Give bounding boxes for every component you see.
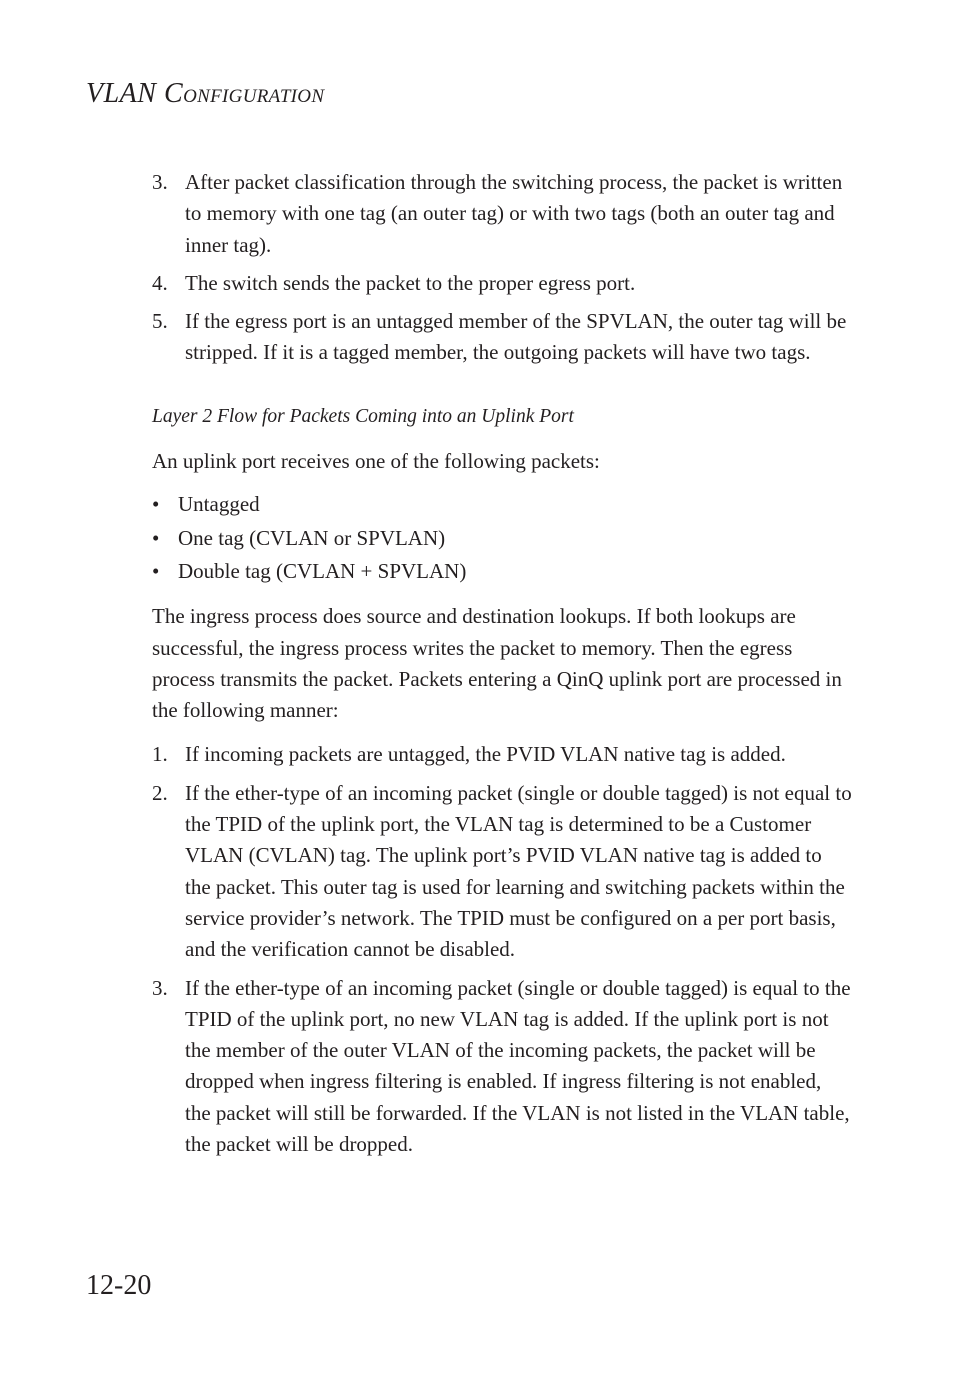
uplink-step-list: [152, 739, 852, 1160]
step-number: 3.: [152, 170, 168, 194]
running-head-small-caps: ONFIGURATION: [183, 86, 325, 107]
list-item: [152, 489, 852, 520]
list-item: [152, 306, 852, 369]
bullet-mark: •: [152, 525, 160, 550]
step-text: The switch sends the packet to the proper egress port.: [185, 270, 636, 295]
intro-paragraph: An uplink port receives one of the following packets:: [152, 449, 600, 474]
list-item: [152, 778, 852, 966]
packet-type-list: [152, 489, 852, 587]
running-head: [86, 80, 324, 108]
bullet-mark: •: [152, 558, 160, 583]
step-number: 1.: [152, 742, 168, 767]
list-item: [152, 268, 852, 299]
step-number: 2.: [152, 780, 168, 805]
step-number: 4.: [152, 270, 168, 295]
step-text: If incoming packets are untagged, the PVID VLAN native tag is added.: [185, 742, 786, 767]
step-text: After packet classification through the switching process, the packet is written to memory with one tag (an outer tag) or with two tags (both an outer tag and inner tag).: [185, 170, 843, 257]
list-item: [152, 523, 852, 554]
running-head-cap: VLAN C: [86, 78, 184, 109]
continued-step-list: [152, 167, 852, 369]
step-number: 5.: [152, 309, 168, 334]
list-item: [152, 167, 852, 261]
bullet-text: Untagged: [178, 492, 260, 517]
bullet-mark: •: [152, 492, 160, 517]
list-item: [152, 739, 852, 770]
page-number: 12-20: [86, 1270, 152, 1301]
list-item: [152, 556, 852, 587]
bullet-text: Double tag (CVLAN + SPVLAN): [178, 558, 467, 583]
page-body: [152, 167, 852, 1167]
list-item: [152, 973, 852, 1161]
section-subheading: Layer 2 Flow for Packets Coming into an Uplink Port: [152, 405, 574, 427]
step-number: 3.: [152, 975, 168, 1000]
step-text: If the egress port is an untagged member of the SPVLAN, the outer tag will be stripped. If it is a tagged member, the outgoing packets will have two tags.: [185, 309, 847, 365]
bullet-text: One tag (CVLAN or SPVLAN): [178, 525, 446, 550]
step-text: If the ether-type of an incoming packet (single or double tagged) is equal to the TPID of the uplink port, no new VLAN tag is added. If the uplink port is not the member of the outer VLAN of the incoming packets, the packet will be dropped when ingress filtering is enabled. If ingress filtering is not enabled, the packet will still be forwarded. If the VLAN is not listed in the VLAN table, the packet will be dropped.: [185, 975, 851, 1157]
body-paragraph: The ingress process does source and destination lookups. If both lookups are successful, the ingress process writes the packet to memory. Then the egress process transmits the packet. Packets entering a QinQ uplink port are processed in the following manner:: [152, 604, 842, 723]
step-text: If the ether-type of an incoming packet (single or double tagged) is not equal to the TPID of the uplink port, the VLAN tag is determined to be a Customer VLAN (CVLAN) tag. The uplink port’s PVID VLAN native tag is added to the packet. This outer tag is used for learning and switching packets within the service provider’s network. The TPID must be configured on a per port basis, and the verification cannot be disabled.: [185, 780, 852, 962]
